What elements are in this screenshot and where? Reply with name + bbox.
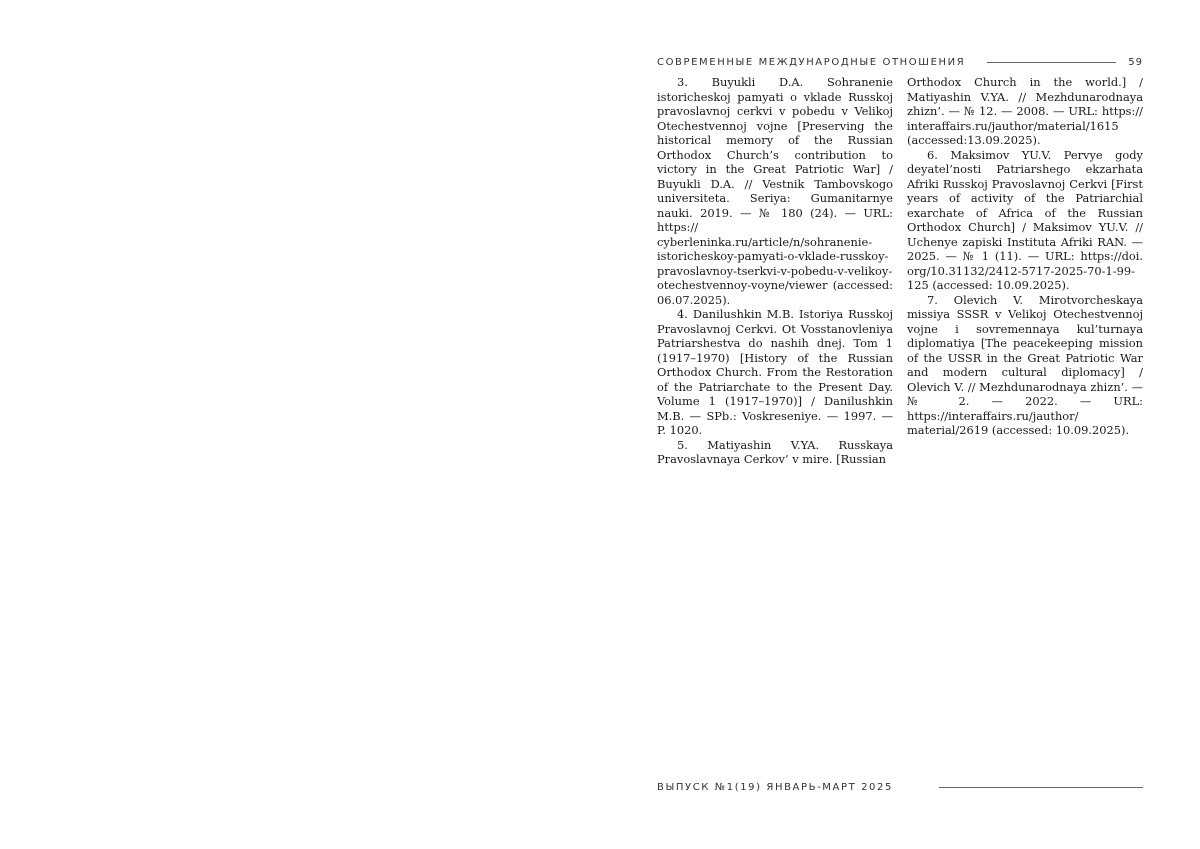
reference-item: 6. Maksimov YU.V. Pervye gody deyatel’nosti Patriarshego ekzarhata Afriki Russkoj Pravoslavnoj Cerkvi [First years of activity of the Patriarchial exarchate of Africa of the Russian Orthodox Church] / Maksimov YU.V. // Uchenye zapiski Instituta Afriki RAN. — 2025. — № 1 (11). — URL: https://doi. org/10.31132/2412-5717-2025-70-1-99-125 (accessed: 10.09.2025). (907, 147, 1143, 292)
issue-label: ВЫПУСК №1(19) ЯНВАРЬ-МАРТ 2025 (657, 781, 893, 793)
reference-item: 3. Buyukli D.A. Sohranenie istoricheskoj pamyati o vklade Russkoj pravoslavnoj cerkvi v pobedu v Velikoj Otechestvennoj vojne [Preserving the historical memory of the Russian Orthodox Church’s contribution to victory in the Great Patriotic War] / Buyukli D.A. // Vestnik Tambovskogo universiteta. Seriya: Gumanitarnye nauki. 2019. — № 180 (24). — URL: https:// cyberleninka.ru/article/n/sohranenie-istoricheskoy-pamyati-o-vklade-russkoy-pravoslavnoy-tserkvi-v-pobedu-v-velikoy-otechestvennoy-voyne/viewer (accessed: 06.07.2025). (657, 75, 893, 307)
header-rule (987, 62, 1116, 63)
references-column-right (907, 75, 1143, 438)
reference-item: 4. Danilushkin M.B. Istoriya Russkoj Pravoslavnoj Cerkvi. Ot Vosstanovleniya Patriarshestva do nashih dnej. Tom 1 (1917–1970) [History of the Russian Orthodox Church. From the Restoration of the Patriarchate to the Present Day. Volume 1 (1917–1970)] / Danilushkin M.B. — SPb.: Voskreseniye. — 1997. — P. 1020. (657, 307, 893, 437)
reference-item: 5. Matiyashin V.YA. Russkaya Pravoslavnaya Cerkov’ v mire. [Russian (657, 437, 893, 466)
reference-continuation: Orthodox Church in the world.] / Matiyashin V.YA. // Mezhdunarodnaya zhizn’. — № 12. — 2008. — URL: https:// interaffairs.ru/jauthor/material/1615 (accessed:13.09.2025). (907, 75, 1143, 147)
issue-footer (657, 780, 1143, 794)
journal-title: СОВРЕМЕННЫЕ МЕЖДУНАРОДНЫЕ ОТНОШЕНИЯ (657, 56, 966, 68)
page-number: 59 (1128, 56, 1143, 68)
running-header (657, 55, 1143, 69)
footer-rule (939, 787, 1143, 788)
reference-item: 7. Olevich V. Mirotvorcheskaya missiya SSSR v Velikoj Otechestvennoj vojne i sovremennaya kul’turnaya diplomatiya [The peacekeeping mission of the USSR in the Great Patriotic War and modern cultural diplomacy] / Olevich V. // Mezhdunarodnaya zhizn’. — № 2. — 2022. — URL: https://interaffairs.ru/jauthor/ material/2619 (accessed: 10.09.2025). (907, 292, 1143, 437)
references-section (657, 75, 1143, 466)
references-column-left (657, 75, 893, 467)
